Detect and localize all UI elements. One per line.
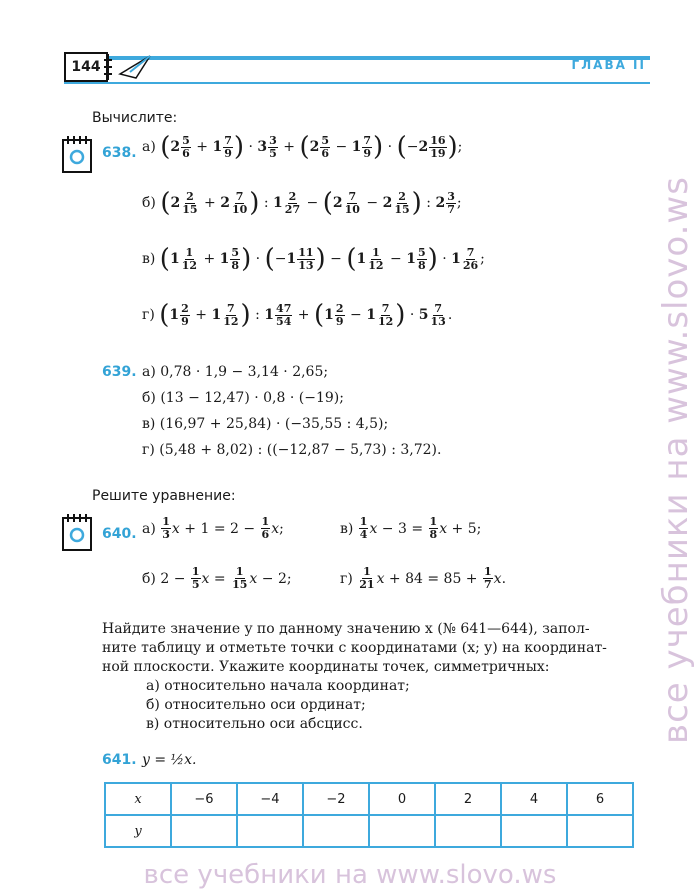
paper-plane-icon: [118, 52, 152, 80]
instructions-item: б) относительно оси ординат;: [146, 697, 366, 713]
item-label: г): [142, 307, 155, 323]
table-cell: −2: [303, 783, 369, 815]
table-row-x: [105, 783, 633, 815]
table-cell-empty: [501, 815, 567, 847]
exercise-640-b: б) 2 − $\frac{1}{5}$ x = $\frac{1}{15}$ x − 2;: [142, 565, 292, 591]
header-rule-bottom: [64, 82, 650, 84]
table-cell: −6: [171, 783, 237, 815]
exercise-639-b: б) (13 − 12,47) · 0,8 · (−19);: [142, 390, 344, 406]
values-table: [104, 782, 634, 848]
table-header-y: y: [105, 815, 171, 847]
table-row-y: [105, 815, 633, 847]
item-label: в): [340, 520, 354, 537]
item-label: а): [142, 520, 156, 537]
spiral-icon: [103, 52, 113, 82]
item-label: б): [142, 570, 156, 587]
table-cell: 4: [501, 783, 567, 815]
exercise-638-a: а) ( 2 $\frac{5}{6}$ + 1 $\frac{7}{9}$ ) · 3 $\frac{3}{5}$ + ( 2 $\frac{5}{6}$ − 1 $\frac{7}{9}$ ) · ( − 2 $\frac{16}{19}$ ) ;: [142, 132, 463, 162]
exercise-640-number: 640.: [102, 526, 137, 542]
notebook-icon: [60, 512, 94, 552]
exercise-638-g: г) ( 1 $\frac{2}{9}$ + 1 $\frac{7}{12}$ ) : 1 $\frac{47}{54}$ + ( 1 $\frac{2}{9}$ − 1 $\frac{7}{12}$ ) · 5 $\frac{7}{13}$ .: [142, 300, 453, 330]
item-label: в): [142, 251, 156, 267]
exercise-638-number: 638.: [102, 145, 137, 161]
watermark-bottom: все учебники на www.slovo.ws: [143, 860, 557, 890]
chapter-title: ГЛАВА II: [571, 58, 646, 72]
exercise-640-v: в) $\frac{1}{4}$ x − 3 = $\frac{1}{8}$ x + 5;: [340, 515, 482, 541]
item-label: г): [340, 570, 353, 587]
table-cell-empty: [435, 815, 501, 847]
instructions-item: в) относительно оси абсцисс.: [146, 716, 363, 732]
exercise-640-g: г) $\frac{1}{21}$ x + 84 = 85 + $\frac{1}{7}$ x .: [340, 565, 507, 591]
watermark-side: [646, 120, 700, 800]
page-number: 144: [64, 52, 108, 82]
section-title-solve: Решите уравнение:: [92, 488, 236, 504]
section-title-calculate: Вычислите:: [92, 110, 178, 126]
table-cell-empty: [303, 815, 369, 847]
watermark-side-text: все учебники на www.slovo.ws: [656, 176, 697, 744]
exercise-639-a: а) 0,78 · 1,9 − 3,14 · 2,65;: [142, 364, 329, 380]
table-cell-empty: [237, 815, 303, 847]
notebook-icon: [60, 134, 94, 174]
exercise-641-number: 641.: [102, 752, 137, 768]
table-cell: 6: [567, 783, 633, 815]
item-label: а): [142, 139, 156, 155]
table-cell: 0: [369, 783, 435, 815]
exercise-639-number: 639.: [102, 364, 137, 380]
instructions-paragraph: [102, 620, 650, 734]
exercise-638-v: в) ( 1 $\frac{1}{12}$ + 1 $\frac{5}{8}$ ) · ( − 1 $\frac{11}{13}$ ) − ( 1 $\frac{1}{12}$ − 1 $\frac{5}{8}$ ) · 1 $\frac{7}{26}$ ;: [142, 244, 485, 274]
exercise-640-a: а) $\frac{1}{3}$ x + 1 = 2 − $\frac{1}{6}$ x ;: [142, 515, 284, 541]
table-cell-empty: [171, 815, 237, 847]
exercise-639-g: г) (5,48 + 8,02) : ((−12,87 − 5,73) : 3,72).: [142, 442, 442, 458]
instructions-line: ной плоскости. Укажите координаты точек, симметричных:: [102, 659, 550, 675]
exercise-639-v: в) (16,97 + 25,84) · (−35,55 : 4,5);: [142, 416, 389, 432]
table-cell-empty: [567, 815, 633, 847]
instructions-item: а) относительно начала координат;: [146, 678, 410, 694]
table-header-x: x: [105, 783, 171, 815]
instructions-line: Найдите значение y по данному значению x (№ 641—644), запол-: [102, 621, 590, 637]
instructions-line: ните таблицу и отметьте точки с координатами (x; y) на координат-: [102, 640, 607, 656]
table-cell: 2: [435, 783, 501, 815]
exercise-638-b: б) ( 2 $\frac{2}{15}$ + 2 $\frac{7}{10}$ ) : 1 $\frac{2}{27}$ − ( 2 $\frac{7}{10}$ − 2 $\frac{2}{15}$ ) : 2 $\frac{3}{7}$ ;: [142, 188, 462, 218]
item-label: б): [142, 195, 156, 211]
exercise-641-formula: y = ½x.: [142, 752, 197, 768]
table-cell-empty: [369, 815, 435, 847]
table-cell: −4: [237, 783, 303, 815]
